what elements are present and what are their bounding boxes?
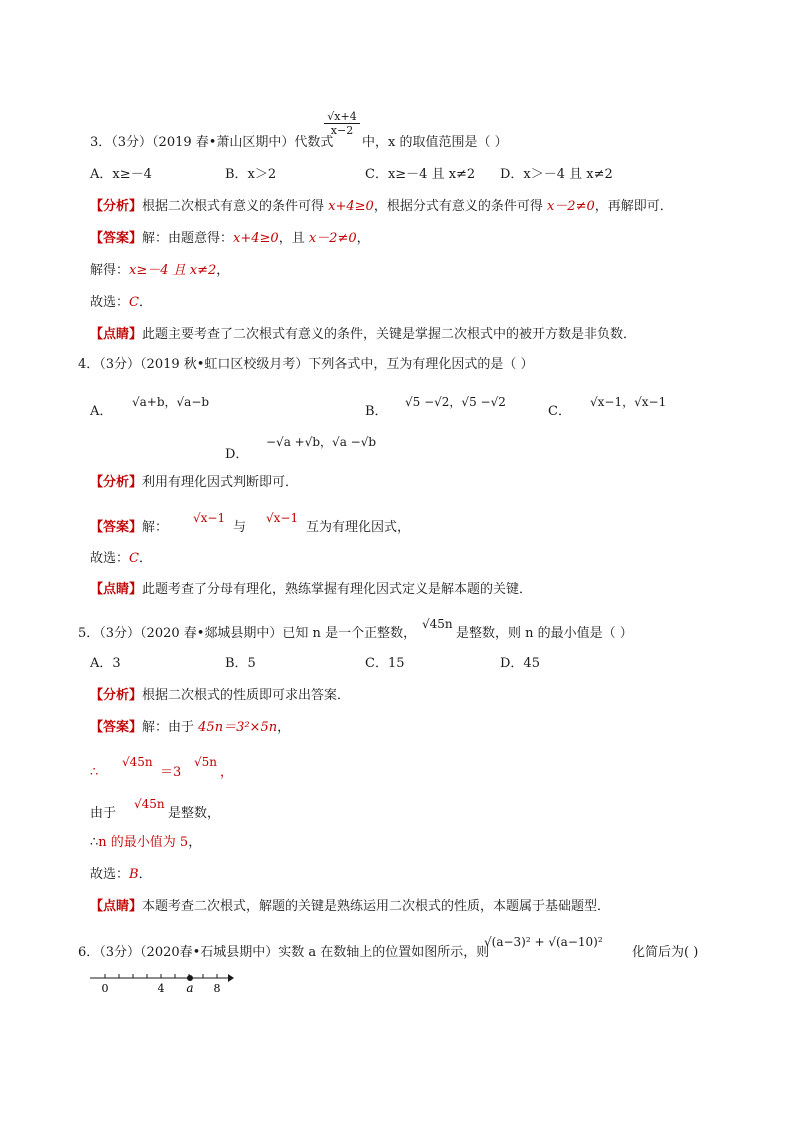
q3-fraction-denominator: x−2 bbox=[330, 124, 354, 137]
number-line-arrow bbox=[228, 974, 234, 982]
q4-stem: 4．（3分）（2019 秋•虹口区校级月考）下列各式中，互为有理化因式的是（ ） bbox=[78, 357, 534, 372]
q4-option-b-label: B． bbox=[365, 404, 388, 419]
q5-comment bbox=[90, 898, 610, 916]
q3-fraction-numerator: √x+4 bbox=[324, 110, 360, 124]
q5-option-b: B．5 bbox=[225, 656, 256, 671]
q3-analysis-mid: ，根据分式有意义的条件可得 bbox=[373, 199, 547, 214]
q4-option-c-expr: √x−1，√x−1 bbox=[590, 395, 667, 409]
q5-since-label: 由于 bbox=[90, 806, 117, 821]
q3-analysis-end: ，再解即可． bbox=[594, 199, 673, 214]
q5-option-a: A．3 bbox=[90, 656, 121, 671]
q4-answer-mid: 与 bbox=[233, 520, 247, 535]
q3-option-d: D．x＞－4 且 x≠2 bbox=[500, 167, 613, 182]
q3-solve-result: x≥－4 且 x≠2 bbox=[129, 263, 217, 278]
q4-choose bbox=[90, 550, 152, 568]
q5-step-expr-a: √45n bbox=[122, 755, 153, 769]
q3-stem-suffix: 中，x 的取值范围是（ ） bbox=[362, 135, 508, 150]
q4-choose-answer: C bbox=[129, 551, 139, 566]
comment-tag: 【点睛】 bbox=[90, 582, 143, 597]
q4-answer-expr-1: √x−1 bbox=[193, 511, 226, 525]
q3-option-c: C．x≥－4 且 x≠2 bbox=[365, 167, 476, 182]
q3-analysis bbox=[90, 198, 673, 216]
answer-tag: 【答案】 bbox=[90, 720, 143, 735]
q4-answer-label: 解： bbox=[142, 520, 169, 535]
q5-choose-end: ． bbox=[138, 867, 152, 882]
q3-answer-cond1: x+4≥0 bbox=[233, 231, 279, 246]
q3-choose bbox=[90, 294, 152, 312]
axis-label-a: a bbox=[186, 981, 194, 994]
q3-comment bbox=[90, 326, 636, 344]
q4-option-d-label: D． bbox=[225, 447, 249, 462]
axis-label-8: 8 bbox=[213, 982, 221, 994]
q3-comment-text: 此题主要考查了二次根式有意义的条件，关键是掌握二次根式中的被开方数是非负数． bbox=[142, 327, 637, 342]
q5-choose-answer: B bbox=[129, 867, 139, 882]
q5-min bbox=[90, 834, 201, 852]
q5-therefore-symbol: ∴ bbox=[90, 765, 99, 780]
q4-analysis-text: 利用有理化因式判断即可． bbox=[142, 475, 299, 490]
q6-stem-prefix: 6．（3分）（2020春•石城县期中）实数 a 在数轴上的位置如图所示，则 bbox=[78, 945, 490, 960]
q3-analysis-cond2: x－2≠0 bbox=[546, 199, 595, 214]
analysis-tag: 【分析】 bbox=[90, 688, 143, 703]
q3-choose-label: 故选： bbox=[90, 295, 130, 310]
q5-answer-end: ， bbox=[277, 720, 291, 735]
q3-answer-cond2: x－2≠0 bbox=[308, 231, 357, 246]
q5-answer-factorization: 45n＝3²×5n bbox=[198, 720, 278, 735]
q3-choose-end: ． bbox=[138, 295, 152, 310]
q4-answer bbox=[90, 519, 168, 537]
q3-option-a: A．x≥－4 bbox=[90, 167, 152, 182]
q5-stem-expr: √45n bbox=[422, 617, 453, 631]
q3-answer-text: 解：由题意得： bbox=[142, 231, 234, 246]
q4-answer-end: 互为有理化因式， bbox=[306, 520, 411, 535]
q5-stem-suffix: 是整数，则 n 的最小值是（ ） bbox=[456, 626, 633, 641]
comment-tag: 【点睛】 bbox=[90, 899, 143, 914]
q4-option-b-expr: √5 −√2，√5 −√2 bbox=[405, 395, 506, 409]
axis-label-0: 0 bbox=[101, 982, 109, 994]
q4-analysis bbox=[90, 474, 298, 492]
q3-solve bbox=[90, 262, 229, 280]
axis-label-4: 4 bbox=[157, 982, 165, 994]
q5-min-result: n 的最小值为 5 bbox=[98, 835, 189, 850]
q5-min-end: ， bbox=[188, 835, 202, 850]
analysis-tag: 【分析】 bbox=[90, 199, 143, 214]
q3-analysis-cond1: x+4≥0 bbox=[328, 199, 374, 214]
q5-answer bbox=[90, 719, 290, 737]
q3-solve-label: 解得： bbox=[90, 263, 130, 278]
q5-analysis-text: 根据二次根式的性质即可求出答案． bbox=[142, 688, 351, 703]
q4-choose-label: 故选： bbox=[90, 551, 130, 566]
q3-analysis-text: 根据二次根式有意义的条件可得 bbox=[142, 199, 329, 214]
q3-choose-answer: C bbox=[129, 295, 139, 310]
q5-option-d: D．45 bbox=[500, 656, 540, 671]
q3-fraction bbox=[324, 110, 360, 137]
q5-since-end: 是整数， bbox=[168, 806, 221, 821]
q4-option-a-label: A． bbox=[90, 404, 113, 419]
answer-tag: 【答案】 bbox=[90, 520, 143, 535]
q5-step-comma: ， bbox=[220, 765, 234, 780]
q5-choose-label: 故选： bbox=[90, 867, 130, 882]
q5-choose bbox=[90, 866, 152, 884]
q4-answer-expr-2: √x−1 bbox=[266, 511, 299, 525]
q3-stem-prefix: 3．（3分）（2019 春•萧山区期中）代数式 bbox=[90, 135, 334, 150]
q5-stem-prefix: 5．（3分）（2020 春•郯城县期中）已知 n 是一个正整数， bbox=[78, 626, 417, 641]
q5-since-expr: √45n bbox=[134, 797, 165, 811]
q3-answer-end: ， bbox=[356, 231, 370, 246]
comment-tag: 【点睛】 bbox=[90, 327, 143, 342]
q3-stem bbox=[90, 134, 333, 152]
q5-answer-label: 解：由于 bbox=[142, 720, 199, 735]
q4-choose-end: ． bbox=[138, 551, 152, 566]
q5-step-expr-b: √5n bbox=[194, 755, 218, 769]
q5-min-symbol: ∴ bbox=[90, 835, 99, 850]
q3-answer-mid: ，且 bbox=[278, 231, 309, 246]
q3-option-b: B．x＞2 bbox=[225, 167, 277, 182]
q4-option-d-expr: −√a +√b，√a −√b bbox=[266, 435, 377, 449]
answer-tag: 【答案】 bbox=[90, 231, 143, 246]
q5-analysis bbox=[90, 687, 350, 705]
number-line-figure bbox=[88, 968, 238, 994]
q3-solve-end: ， bbox=[216, 263, 230, 278]
q4-comment bbox=[90, 581, 532, 599]
q6-stem-suffix: 化简后为( ) bbox=[632, 945, 699, 960]
q3-answer bbox=[90, 230, 370, 248]
q4-option-c-label: C． bbox=[548, 404, 571, 419]
q4-option-a-expr: √a+b，√a−b bbox=[132, 395, 210, 409]
analysis-tag: 【分析】 bbox=[90, 475, 143, 490]
q5-step-equals: ＝3 bbox=[160, 765, 182, 780]
q5-comment-text: 本题考查二次根式，解题的关键是熟练运用二次根式的性质，本题属于基础题型． bbox=[142, 899, 611, 914]
q4-comment-text: 此题考查了分母有理化，熟练掌握有理化因式定义是解本题的关键． bbox=[142, 582, 533, 597]
q6-stem-expr: √(a−3)² + √(a−10)² bbox=[484, 935, 603, 949]
q5-option-c: C．15 bbox=[365, 656, 405, 671]
